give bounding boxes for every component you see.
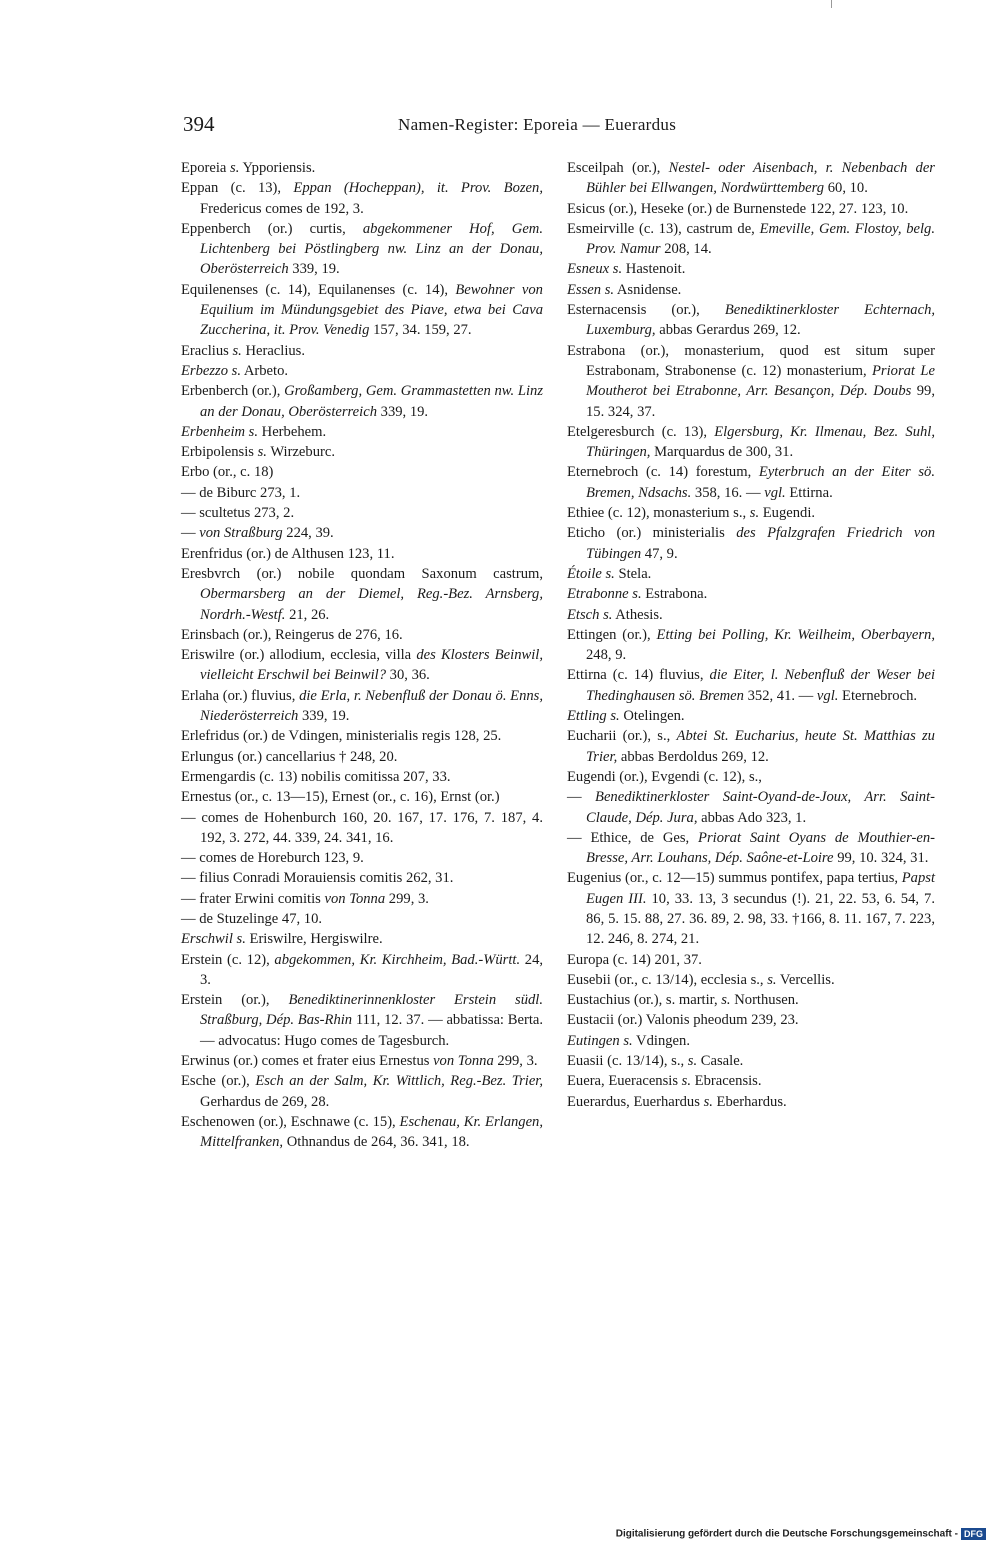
index-entry: Eutingen s. Vdingen. xyxy=(567,1032,690,1049)
index-entry: Erstein (c. 12), abgekommen, Kr. Kirchheim, Bad.-Württ. 24, 3. xyxy=(181,951,544,988)
index-entry: Eternebroch (c. 14) forestum, Eyterbruch an der Eiter sö. Bremen, Ndsachs. 358, 16. — vgl. Ettirna. xyxy=(567,464,935,501)
index-entry: Erinsbach (or.), Reingerus de 276, 16. xyxy=(181,626,403,643)
index-entry: Ettirna (c. 14) fluvius, die Eiter, l. Nebenfluß der Weser bei Thedinghausen sö. Bremen 352, 41. — vgl. Eternebroch. xyxy=(567,667,935,704)
index-entry: — scultetus 273, 2. xyxy=(181,505,295,522)
index-entry: — filius Conradi Morauiensis comitis 262, 31. xyxy=(181,870,454,887)
index-entry: Eustacii (or.) Valonis pheodum 239, 23. xyxy=(567,1012,799,1029)
index-entry: Eschenowen (or.), Eschnawe (c. 15), Eschenau, Kr. Erlangen, Mittelfranken, Othnandus de 264, 36. 341, 18. xyxy=(181,1113,544,1151)
index-entry: Esicus (or.), Heseke (or.) de Burnenstede 122, 27. 123, 10. xyxy=(567,200,909,217)
index-column-right xyxy=(567,158,935,1112)
index-entry: Eraclius s. Heraclius. xyxy=(181,342,306,359)
index-entry: Erbipolensis s. Wirzeburc. xyxy=(181,444,335,461)
index-entry: Esneux s. Hastenoit. xyxy=(567,261,686,278)
index-entry: — von Straßburg 224, 39. xyxy=(181,525,334,542)
index-entry: Erbenberch (or.), Großamberg, Gem. Grammastetten nw. Linz an der Donau, Oberösterreich 339, 19. xyxy=(181,383,543,420)
index-entry: Étoile s. Stela. xyxy=(567,565,652,582)
index-entry: Eugendi (or.), Evgendi (c. 12), s., xyxy=(567,768,762,785)
index-entry: Eugenius (or., c. 12—15) summus pontifex, papa tertius, Papst Eugen III. 10, 33. 13, 3 secundus (!). 21, 22. 53, 6. 54, 7. 86, 5. 15. 88, 27. 36. 89, 2. 98, 33. †166, 8. 11. 167, 7. 223, 12. 246, 8. 274, 21. xyxy=(567,870,935,948)
index-entry: Esmeirville (c. 13), castrum de, Emeville, Gem. Flostoy, belg. Prov. Namur 208, 14. xyxy=(567,220,935,258)
scan-mark xyxy=(831,0,832,8)
index-entry: — Benediktinerkloster Saint-Oyand-de-Joux, Arr. Saint-Claude, Dép. Jura, abbas Ado 323, 1. xyxy=(567,789,935,826)
index-entry: Erlefridus (or.) de Vdingen, ministerialis regis 128, 25. xyxy=(181,728,502,745)
footer-text: Digitalisierung gefördert durch die Deutsche Forschungsgemeinschaft - xyxy=(615,1528,958,1540)
index-entry: Essen s. Asnidense. xyxy=(567,281,682,298)
index-entry: Estrabona (or.), monasterium, quod est situm super Estrabonam, Strabonense (c. 12) monasterium, Priorat Le Moutherot bei Etrabonne, Arr. Besançon, Dép. Doubs 99, 15. 324, 37. xyxy=(567,342,935,420)
index-entry: Europa (c. 14) 201, 37. xyxy=(567,951,702,968)
index-entry: Erlaha (or.) fluvius, die Erla, r. Nebenfluß der Donau ö. Enns, Niederösterreich 339, 19. xyxy=(181,687,544,725)
index-entry: — comes de Horeburch 123, 9. xyxy=(181,850,364,867)
index-column-left xyxy=(181,158,543,1153)
index-entry: Eppenberch (or.) curtis, abgekommener Hof, Gem. Lichtenberg bei Pöstlingberg nw. Linz an der Donau, Oberösterreich 339, 19. xyxy=(181,220,543,278)
index-entry: — Ethice, de Ges, Priorat Saint Oyans de Mouthier-en-Bresse, Arr. Louhans, Dép. Saône-et-Loire 99, 10. 324, 31. xyxy=(567,829,935,867)
index-entry: Erlungus (or.) cancellarius † 248, 20. xyxy=(181,748,398,765)
index-entry: Equilenenses (c. 14), Equilanenses (c. 14), Bewohner von Equilium im Mündungsgebiet des Piave, etwa bei Cava Zuccherina, it. Prov. Venedig 157, 34. 159, 27. xyxy=(181,281,543,339)
footer-credit xyxy=(616,1528,986,1540)
index-entry: Erwinus (or.) comes et frater eius Ernestus von Tonna 299, 3. xyxy=(181,1053,538,1070)
index-entry: — comes de Hohenburch 160, 20. 167, 17. 176, 7. 187, 4. 192, 3. 272, 44. 339, 24. 341, 16. xyxy=(181,809,543,846)
index-entry: Ettling s. Otelingen. xyxy=(567,708,685,725)
index-entry: Ettingen (or.), Etting bei Polling, Kr. Weilheim, Oberbayern, 248, 9. xyxy=(567,626,935,664)
index-entry: Eppan (c. 13), Eppan (Hocheppan), it. Prov. Bozen, Fredericus comes de 192, 3. xyxy=(181,180,543,217)
index-entry: Erstein (or.), Benediktinerinnenkloster Erstein südl. Straßburg, Dép. Bas-Rhin 111, 12. 37. — abbatissa: Berta. — advocatus: Hugo comes de Tagesburch. xyxy=(181,992,544,1049)
index-entry: Esche (or.), Esch an der Salm, Kr. Wittlich, Reg.-Bez. Trier, Gerhardus de 269, 28. xyxy=(181,1073,544,1110)
index-entry: Erbo (or., c. 18) xyxy=(181,464,274,481)
index-entry: Etsch s. Athesis. xyxy=(567,606,663,623)
index-entry: Eporeia s. Ypporiensis. xyxy=(181,160,316,176)
index-entry: Eresbvrch (or.) nobile quondam Saxonum castrum, Obermarsberg an der Diemel, Reg.-Bez. Arnsberg, Nordrh.-Westf. 21, 26. xyxy=(181,565,543,623)
index-entry: — de Biburc 273, 1. xyxy=(181,484,301,501)
index-entry: Eustachius (or.), s. martir, s. Northusen. xyxy=(567,992,799,1009)
index-entry: Euera, Eueracensis s. Ebracensis. xyxy=(567,1073,762,1090)
index-entry: Ermengardis (c. 13) nobilis comitissa 207, 33. xyxy=(181,768,451,785)
index-entry: Erenfridus (or.) de Althusen 123, 11. xyxy=(181,545,395,562)
index-entry: Esceilpah (or.), Nestel- oder Aisenbach, r. Nebenbach der Bühler bei Ellwangen, Nordwürttemberg 60, 10. xyxy=(567,160,935,197)
index-entry: Erschwil s. Eriswilre, Hergiswilre. xyxy=(181,931,383,948)
index-entry: — de Stuzelinge 47, 10. xyxy=(181,910,323,927)
index-entry: Etelgeresburch (c. 13), Elgersburg, Kr. Ilmenau, Bez. Suhl, Thüringen, Marquardus de 300, 31. xyxy=(567,423,935,461)
page-number: 394 xyxy=(183,112,215,136)
index-entry: Eucharii (or.), s., Abtei St. Eucharius, heute St. Matthias zu Trier, abbas Berdoldus 269, 12. xyxy=(567,728,935,765)
index-entry: Eticho (or.) ministerialis des Pfalzgrafen Friedrich von Tübingen 47, 9. xyxy=(567,525,935,562)
dfg-logo: DFG xyxy=(961,1528,986,1540)
index-entry: Etrabonne s. Estrabona. xyxy=(567,586,708,603)
index-entry: Esternacensis (or.), Benediktinerkloster Echternach, Luxemburg, abbas Gerardus 269, 12. xyxy=(567,302,936,339)
index-entry: Eusebii (or., c. 13/14), ecclesia s., s. Vercellis. xyxy=(567,971,835,988)
running-header: Namen-Register: Eporeia — Euerardus xyxy=(398,115,677,134)
index-entry: Erbezzo s. Arbeto. xyxy=(181,362,289,379)
index-entry: Euasii (c. 13/14), s., s. Casale. xyxy=(567,1053,744,1070)
index-entry: Ethiee (c. 12), monasterium s., s. Eugendi. xyxy=(567,505,816,522)
index-entry: — frater Erwini comitis von Tonna 299, 3. xyxy=(181,890,429,907)
index-entry: Ernestus (or., c. 13—15), Ernest (or., c. 16), Ernst (or.) xyxy=(181,789,500,806)
index-entry: Euerardus, Euerhardus s. Eberhardus. xyxy=(567,1093,787,1110)
index-entry: Eriswilre (or.) allodium, ecclesia, villa des Klosters Beinwil, vielleicht Erschwil bei Beinwil? 30, 36. xyxy=(181,647,543,684)
index-entry: Erbenheim s. Herbehem. xyxy=(181,423,327,440)
